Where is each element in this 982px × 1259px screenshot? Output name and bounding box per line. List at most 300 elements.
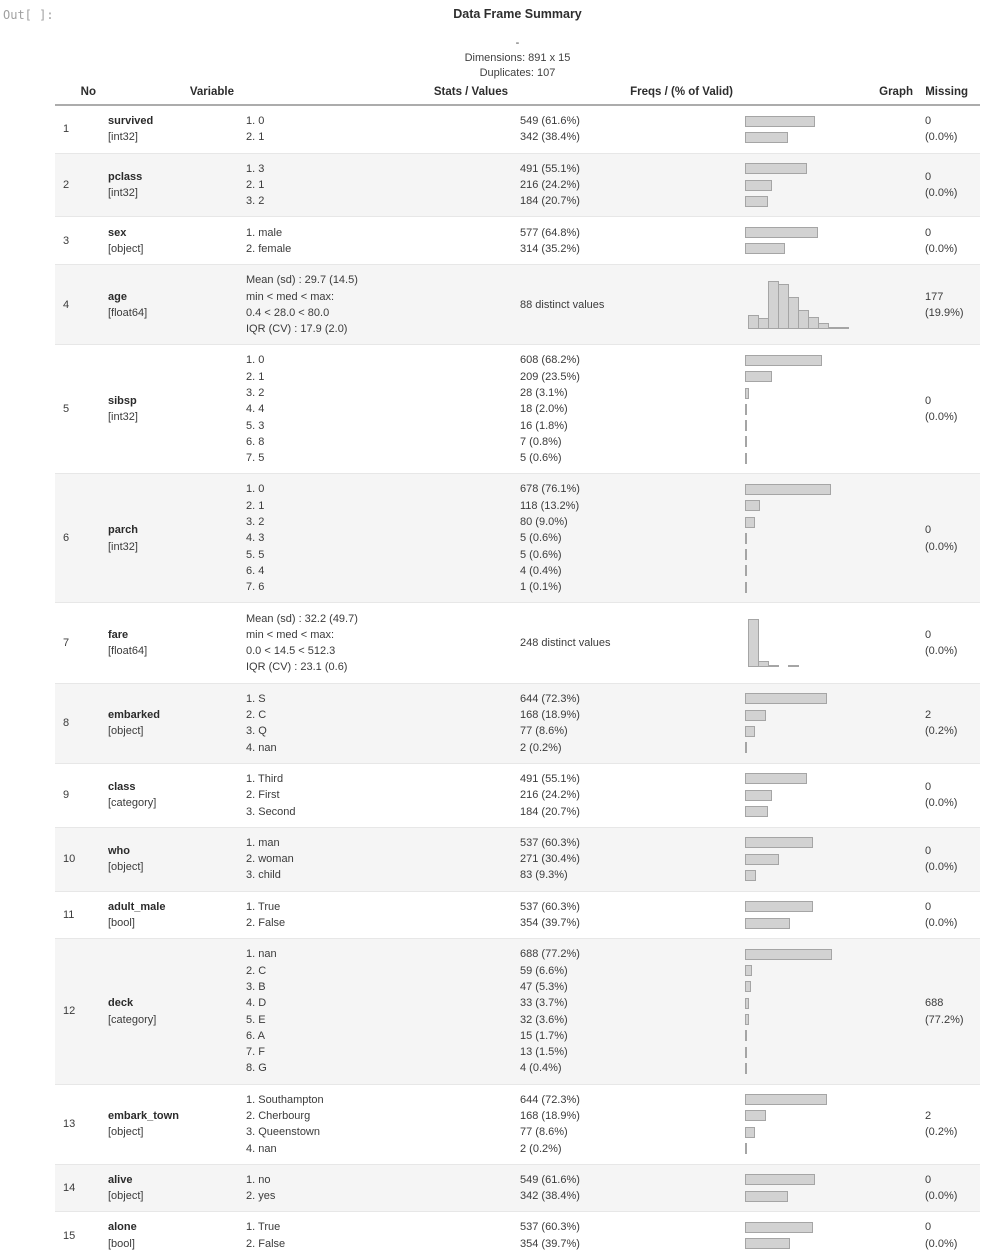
freq-bar <box>745 453 747 464</box>
freq-bar-line <box>745 899 925 915</box>
variable-type: [object] <box>108 1190 144 1203</box>
freq-line: 2 (0.2%) <box>520 1142 562 1155</box>
freq-bar <box>745 565 747 576</box>
freqs-cell <box>520 610 745 675</box>
variable-type: [object] <box>108 861 144 874</box>
freq-line: 5 (0.6%) <box>520 548 562 561</box>
variable-name: sex <box>108 226 127 239</box>
freq-bar <box>745 420 747 431</box>
freq-bar <box>745 355 822 366</box>
freq-bar <box>745 1047 747 1058</box>
freq-bar-line <box>745 129 925 145</box>
table-row <box>55 473 980 602</box>
variable-name: pclass <box>108 170 143 183</box>
variable-name: parch <box>108 524 138 537</box>
freq-line: 4 (0.4%) <box>520 1062 562 1075</box>
stats-cell <box>246 1092 520 1157</box>
stats-line: 6. 4 <box>246 564 265 577</box>
histogram <box>745 281 925 329</box>
variable-type: [float64] <box>108 306 148 319</box>
freq-bar <box>745 1174 815 1185</box>
missing-line: (0.0%) <box>925 131 958 144</box>
freq-bar-line <box>745 1124 925 1140</box>
freq-bar-line <box>745 401 925 417</box>
variable-type: [int32] <box>108 411 138 424</box>
freq-bar-line <box>745 835 925 851</box>
freq-bar-line <box>745 1028 925 1044</box>
variable-type: [int32] <box>108 131 138 144</box>
stats-line: 4. 4 <box>246 403 265 416</box>
freq-bar-line <box>745 803 925 819</box>
freq-bar <box>745 1127 755 1138</box>
stats-cell <box>246 1172 520 1205</box>
freq-bar-line <box>745 707 925 723</box>
variable-name: who <box>108 844 130 857</box>
freq-bar <box>745 870 756 881</box>
graph-cell <box>745 352 925 466</box>
graph-cell <box>745 946 925 1076</box>
missing-cell <box>925 691 980 756</box>
stats-line: 5. 3 <box>246 419 265 432</box>
stats-cell <box>246 481 520 595</box>
stats-line: 2. woman <box>246 853 294 866</box>
table-row <box>55 683 980 763</box>
variable-cell <box>108 691 246 756</box>
freq-line: 688 (77.2%) <box>520 948 580 961</box>
table-row <box>55 938 980 1083</box>
stats-cell <box>246 352 520 466</box>
freq-bar-line <box>745 1044 925 1060</box>
freq-line: 5 (0.6%) <box>520 452 562 465</box>
stats-line: 2. 1 <box>246 131 265 144</box>
freq-line: 354 (39.7%) <box>520 917 580 930</box>
freq-line: 77 (8.6%) <box>520 725 568 738</box>
stats-line: Mean (sd) : 29.7 (14.5) <box>246 274 358 287</box>
missing-line: 0 <box>925 1173 932 1186</box>
variable-cell <box>108 771 246 820</box>
row-number: 7 <box>63 637 70 649</box>
freq-bar-line <box>745 723 925 739</box>
freq-bar-line <box>745 177 925 193</box>
stats-line: 3. child <box>246 869 281 882</box>
stats-cell <box>246 691 520 756</box>
freq-line: 32 (3.6%) <box>520 1013 568 1026</box>
freq-line: 491 (55.1%) <box>520 772 580 785</box>
freqs-cell <box>520 771 745 820</box>
variable-type: [bool] <box>108 1237 135 1250</box>
freq-bar <box>745 116 815 127</box>
missing-line: 0 <box>925 524 932 537</box>
freq-line: 168 (18.9%) <box>520 1109 580 1122</box>
graph-cell <box>745 1219 925 1252</box>
freq-bar <box>745 517 755 528</box>
freqs-cell <box>520 224 745 257</box>
missing-line: 0 <box>925 628 932 641</box>
column-header-freqs: Freqs / (% of Valid) <box>630 86 733 98</box>
variable-name: class <box>108 781 136 794</box>
freq-bar <box>745 918 790 929</box>
duplicates-line: Duplicates: 107 <box>479 67 556 79</box>
missing-cell <box>925 161 980 210</box>
variable-type: [object] <box>108 1126 144 1139</box>
row-number: 8 <box>63 717 70 730</box>
stats-line: 8. G <box>246 1062 267 1075</box>
out-prompt: Out[ ]: <box>3 8 54 22</box>
freq-bar <box>745 1222 813 1233</box>
freq-bar <box>745 404 747 415</box>
freq-bar <box>745 981 751 992</box>
freq-bar-line <box>745 1092 925 1108</box>
freq-bar <box>745 196 768 207</box>
column-header-missing: Missing <box>925 86 968 98</box>
freq-line: 80 (9.0%) <box>520 516 568 529</box>
freq-bar <box>745 227 818 238</box>
stats-cell <box>246 946 520 1076</box>
freq-bar-line <box>745 1108 925 1124</box>
freq-bar-line <box>745 563 925 579</box>
stats-line: 2. female <box>246 242 292 255</box>
stats-line: min < med < max: <box>246 290 335 303</box>
missing-line: (0.0%) <box>925 645 958 658</box>
missing-cell <box>925 1092 980 1157</box>
missing-line: (77.2%) <box>925 1013 964 1026</box>
stats-line: 1. 0 <box>246 354 265 367</box>
freq-bar-line <box>745 530 925 546</box>
freq-line: 4 (0.4%) <box>520 564 562 577</box>
column-header-variable: Variable <box>189 86 234 98</box>
stats-cell <box>246 224 520 257</box>
variable-cell <box>108 1219 246 1252</box>
freq-bar <box>745 790 772 801</box>
variable-cell <box>108 272 246 337</box>
variable-cell <box>108 481 246 595</box>
graph-cell <box>745 272 925 337</box>
freqs-cell <box>520 946 745 1076</box>
missing-line: 0 <box>925 1221 932 1234</box>
missing-cell <box>925 771 980 820</box>
graph-cell <box>745 899 925 932</box>
variable-type: [bool] <box>108 917 135 930</box>
stats-line: IQR (CV) : 17.9 (2.0) <box>246 323 348 336</box>
table-row <box>55 891 980 939</box>
table-row <box>55 1164 980 1212</box>
row-number: 4 <box>63 298 70 311</box>
variable-name: survived <box>108 115 154 128</box>
row-number: 14 <box>63 1182 76 1195</box>
freq-bar-line <box>745 434 925 450</box>
variable-name: alone <box>108 1221 137 1234</box>
freq-bar-line <box>745 498 925 514</box>
stats-line: 1. 0 <box>246 483 265 496</box>
freqs-cell <box>520 835 745 884</box>
freq-line: 678 (76.1%) <box>520 483 580 496</box>
freqs-cell <box>520 899 745 932</box>
freq-bar <box>745 132 788 143</box>
freq-line: 18 (2.0%) <box>520 403 568 416</box>
freq-bar-line <box>745 1060 925 1076</box>
missing-cell <box>925 481 980 595</box>
table-row <box>55 763 980 827</box>
freqs-cell <box>520 161 745 210</box>
stats-line: 1. 0 <box>246 115 265 128</box>
graph-cell <box>745 610 925 675</box>
stats-line: 4. D <box>246 997 267 1010</box>
row-number: 5 <box>63 403 70 416</box>
missing-line: 0 <box>925 226 932 239</box>
graph-cell <box>745 113 925 146</box>
stats-line: 4. nan <box>246 741 277 754</box>
freq-bar <box>745 243 785 254</box>
variable-type: [category] <box>108 797 157 810</box>
table-row <box>55 602 980 682</box>
variable-cell <box>108 946 246 1076</box>
freq-bar <box>745 500 760 511</box>
table-row <box>55 344 980 473</box>
freq-bar-line <box>745 995 925 1011</box>
graph-cell <box>745 481 925 595</box>
stats-line: 7. F <box>246 1046 265 1059</box>
freqs-cell <box>520 691 745 756</box>
row-number-cell <box>55 771 108 820</box>
freq-bar-line <box>745 946 925 962</box>
freq-line: 5 (0.6%) <box>520 532 562 545</box>
graph-cell <box>745 835 925 884</box>
stats-cell <box>246 161 520 210</box>
freq-line: 77 (8.6%) <box>520 1126 568 1139</box>
freqs-cell <box>520 1092 745 1157</box>
freqs-cell <box>520 272 745 337</box>
stats-line: 1. nan <box>246 948 277 961</box>
missing-cell <box>925 946 980 1076</box>
missing-line: (0.0%) <box>925 411 958 424</box>
freq-bar-line <box>745 547 925 563</box>
stats-line: 2. C <box>246 964 267 977</box>
row-number-cell <box>55 1172 108 1205</box>
stats-line: 2. 1 <box>246 499 265 512</box>
freq-bar <box>745 854 779 865</box>
freq-bar <box>745 1238 790 1249</box>
variable-name: sibsp <box>108 395 137 408</box>
stats-line: IQR (CV) : 23.1 (0.6) <box>246 661 348 674</box>
histogram-bar <box>768 665 779 667</box>
stats-line: 6. 8 <box>246 435 265 448</box>
row-number: 12 <box>63 1005 76 1018</box>
missing-cell <box>925 352 980 466</box>
stats-cell <box>246 1219 520 1252</box>
missing-line: (0.0%) <box>925 1190 958 1203</box>
freq-bar-line <box>745 1219 925 1235</box>
stats-line: 4. 3 <box>246 532 265 545</box>
missing-line: (0.0%) <box>925 187 958 200</box>
freq-line: 271 (30.4%) <box>520 853 580 866</box>
variable-name: embarked <box>108 709 160 722</box>
freq-bar-line <box>745 417 925 433</box>
stats-line: 3. Second <box>246 805 296 818</box>
row-number-cell <box>55 1219 108 1252</box>
stats-line: 1. True <box>246 900 281 913</box>
freq-bar <box>745 837 813 848</box>
freq-line: 118 (13.2%) <box>520 499 580 512</box>
freq-line: 28 (3.1%) <box>520 387 568 399</box>
freqs-cell <box>520 481 745 595</box>
freq-line: 342 (38.4%) <box>520 1190 580 1203</box>
variable-type: [int32] <box>108 187 138 200</box>
freq-bar-line <box>745 979 925 995</box>
freq-bar <box>745 726 755 737</box>
variable-cell <box>108 161 246 210</box>
variable-cell <box>108 610 246 675</box>
freq-line: 15 (1.7%) <box>520 1029 568 1042</box>
stats-line: 2. Cherbourg <box>246 1109 311 1122</box>
variable-type: [category] <box>108 1013 157 1026</box>
summary-table-body <box>55 106 980 1259</box>
stats-line: 3. Queenstown <box>246 1126 320 1139</box>
freq-line: 13 (1.5%) <box>520 1046 568 1059</box>
freq-bar-line <box>745 514 925 530</box>
graph-cell <box>745 161 925 210</box>
row-number: 9 <box>63 789 70 802</box>
variable-cell <box>108 224 246 257</box>
dataframe-name: - <box>515 37 520 49</box>
variable-cell <box>108 1092 246 1157</box>
missing-cell <box>925 224 980 257</box>
missing-cell <box>925 835 980 884</box>
missing-cell <box>925 899 980 932</box>
missing-line: 688 <box>925 997 944 1010</box>
variable-cell <box>108 352 246 466</box>
freq-bar <box>745 163 807 174</box>
freq-bar <box>745 582 747 593</box>
freq-bar-line <box>745 352 925 368</box>
variable-type: [int32] <box>108 540 138 553</box>
freq-bar <box>745 371 772 382</box>
freq-line: 491 (55.1%) <box>520 162 580 175</box>
freq-line: 88 distinct values <box>520 298 605 311</box>
freq-line: 577 (64.8%) <box>520 226 580 239</box>
freq-bar <box>745 1143 747 1154</box>
histogram-bar <box>838 327 849 329</box>
missing-line: (0.0%) <box>925 917 958 930</box>
stats-line: 1. S <box>246 692 266 705</box>
column-header-stats: Stats / Values <box>433 86 508 98</box>
row-number-cell <box>55 691 108 756</box>
column-header-graph: Graph <box>879 86 913 98</box>
freq-line: 537 (60.3%) <box>520 836 580 849</box>
stats-line: 6. A <box>246 1029 265 1042</box>
stats-cell <box>246 835 520 884</box>
row-number-cell <box>55 161 108 210</box>
freq-line: 354 (39.7%) <box>520 1237 580 1250</box>
missing-cell <box>925 1219 980 1252</box>
freq-line: 33 (3.7%) <box>520 997 568 1010</box>
freq-line: 184 (20.7%) <box>520 805 580 818</box>
freq-line: 608 (68.2%) <box>520 354 580 367</box>
stats-line: 2. False <box>246 917 286 930</box>
freq-bar <box>745 1030 747 1041</box>
freq-bar <box>745 965 752 976</box>
freq-bar <box>745 484 831 495</box>
freq-line: 83 (9.3%) <box>520 869 568 882</box>
freq-bar-line <box>745 193 925 209</box>
freq-bar <box>745 180 772 191</box>
stats-line: 1. True <box>246 1221 281 1234</box>
freq-line: 644 (72.3%) <box>520 692 580 705</box>
freq-bar <box>745 549 747 560</box>
freq-line: 1 (0.1%) <box>520 581 562 594</box>
stats-line: 7. 6 <box>246 581 265 594</box>
row-number: 10 <box>63 853 76 866</box>
missing-line: (0.0%) <box>925 1237 958 1250</box>
freqs-cell <box>520 113 745 146</box>
freq-bar-line <box>745 161 925 177</box>
variable-name: embark_town <box>108 1109 179 1122</box>
graph-cell <box>745 1172 925 1205</box>
variable-cell <box>108 1172 246 1205</box>
freq-bar-line <box>745 1140 925 1156</box>
freq-bar-line <box>745 481 925 497</box>
freq-bar-line <box>745 691 925 707</box>
freq-bar <box>745 1191 788 1202</box>
missing-line: (0.2%) <box>925 1126 958 1139</box>
variable-name: alive <box>108 1173 133 1186</box>
variable-cell <box>108 835 246 884</box>
freq-bar <box>745 806 768 817</box>
histogram <box>745 619 925 667</box>
freq-bar <box>745 1110 766 1121</box>
freq-line: 216 (24.2%) <box>520 179 580 192</box>
freq-bar-line <box>745 369 925 385</box>
stats-line: 4. nan <box>246 1142 277 1155</box>
table-row <box>55 1084 980 1164</box>
variable-name: age <box>108 290 127 303</box>
row-number-cell <box>55 272 108 337</box>
stats-line: Mean (sd) : 32.2 (49.7) <box>246 612 358 625</box>
freq-bar <box>745 901 813 912</box>
row-number-cell <box>55 899 108 932</box>
stats-line: 2. First <box>246 789 280 802</box>
freq-line: 7 (0.8%) <box>520 435 562 448</box>
variable-cell <box>108 113 246 146</box>
stats-cell <box>246 771 520 820</box>
variable-name: adult_male <box>108 900 166 913</box>
graph-cell <box>745 771 925 820</box>
missing-line: (0.0%) <box>925 861 958 874</box>
missing-line: (0.0%) <box>925 242 958 255</box>
graph-cell <box>745 691 925 756</box>
table-row <box>55 153 980 217</box>
freq-bar <box>745 710 766 721</box>
missing-line: 0 <box>925 170 932 183</box>
freq-bar <box>745 1014 749 1025</box>
freq-bar-line <box>745 224 925 240</box>
freq-line: 209 (23.5%) <box>520 370 580 383</box>
freq-line: 216 (24.2%) <box>520 789 580 802</box>
missing-line: (0.0%) <box>925 797 958 810</box>
freq-bar-line <box>745 241 925 257</box>
stats-line: 3. 2 <box>246 195 265 208</box>
freq-bar-line <box>745 915 925 931</box>
freq-bar <box>745 693 827 704</box>
histogram-bar <box>788 665 799 667</box>
freq-bar-line <box>745 385 925 401</box>
row-number: 11 <box>63 908 75 921</box>
table-row <box>55 1211 980 1259</box>
freq-bar <box>745 1094 827 1105</box>
variable-type: [object] <box>108 242 144 255</box>
freq-bar <box>745 388 749 399</box>
freq-line: 314 (35.2%) <box>520 242 580 255</box>
freq-line: 248 distinct values <box>520 637 611 649</box>
